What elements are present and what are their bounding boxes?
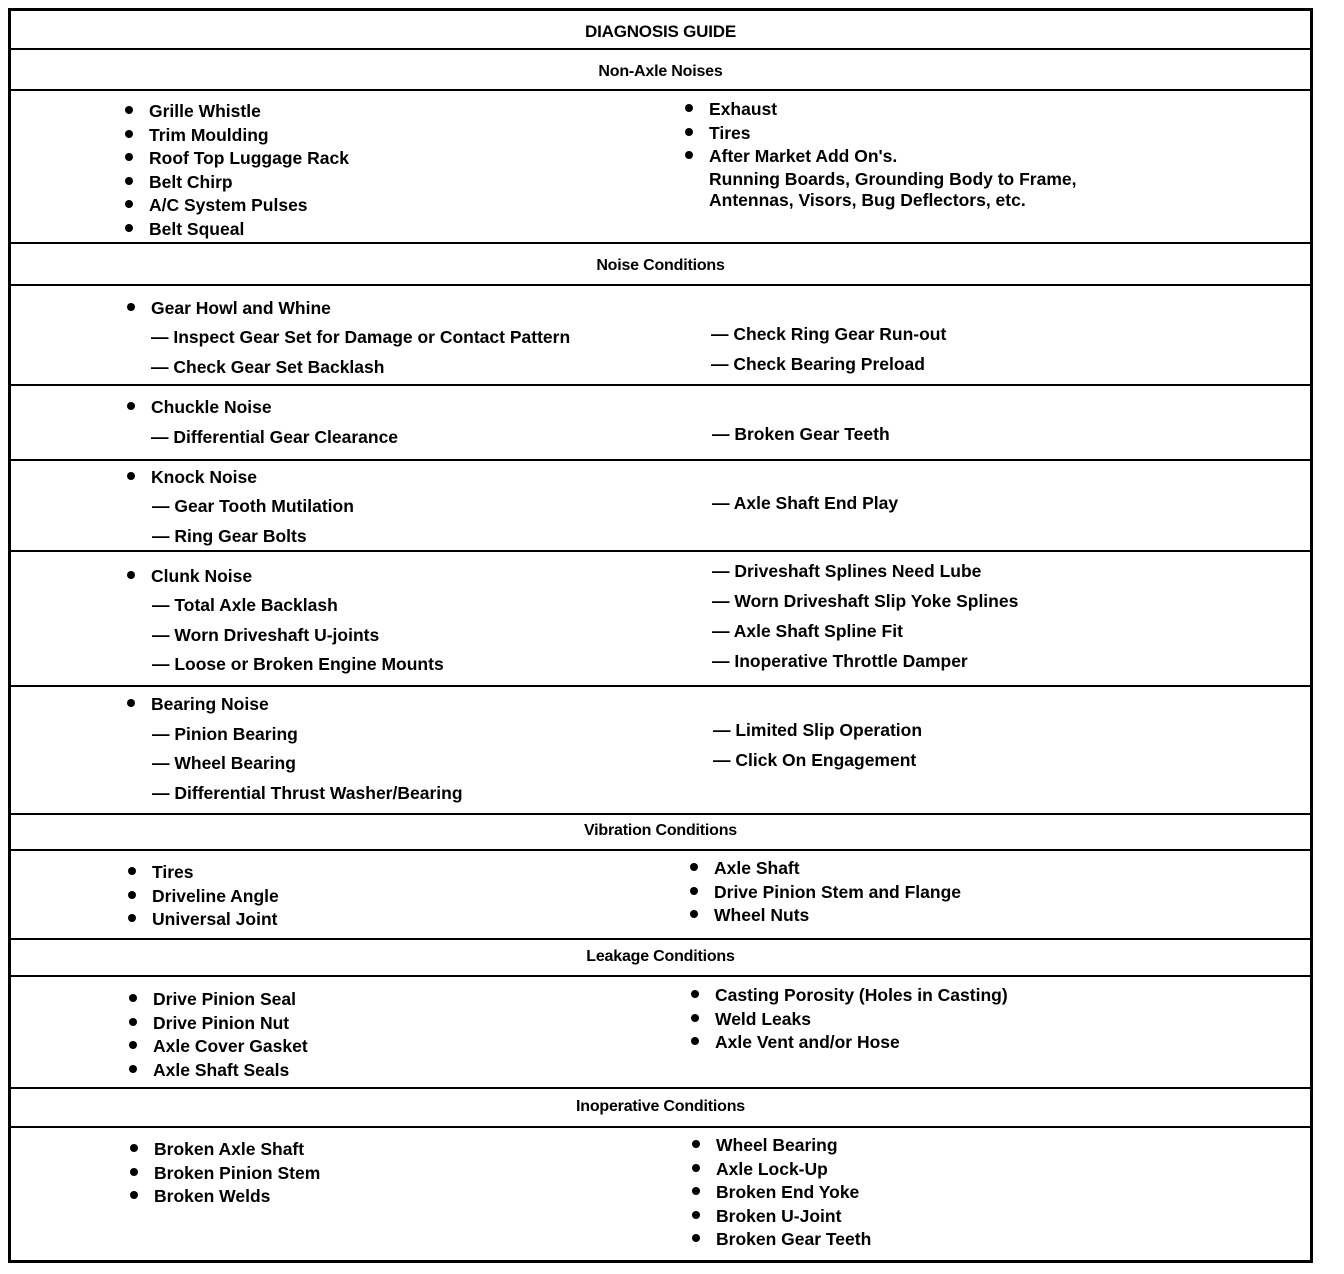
cause-item: — Axle Shaft Spline Fit: [712, 621, 903, 641]
list-item: Roof Top Luggage Rack: [125, 147, 349, 171]
cause-item: — Limited Slip Operation: [713, 720, 923, 740]
cause-item: — Ring Gear Bolts: [152, 526, 307, 546]
cause-item: — Axle Shaft End Play: [712, 493, 899, 513]
list-item: Drive Pinion Nut: [129, 1012, 308, 1036]
list-item: After Market Add On's.: [685, 145, 1077, 169]
divider: [11, 1087, 1310, 1089]
divider: [11, 550, 1310, 552]
divider: [11, 242, 1310, 244]
cause-item: — Inspect Gear Set for Damage or Contact Pattern: [151, 327, 571, 347]
list-item: Drive Pinion Stem and Flange: [690, 881, 961, 905]
list-item: Wheel Nuts: [690, 904, 961, 928]
list-item: Wheel Bearing: [692, 1134, 871, 1158]
list-item: Weld Leaks: [691, 1008, 1008, 1032]
cause-item: — Broken Gear Teeth: [712, 424, 890, 444]
bullet-icon: [685, 104, 693, 112]
section-heading-leakage: Leakage Conditions: [586, 948, 735, 965]
bullet-icon: [127, 699, 135, 707]
bullet-icon: [129, 1041, 137, 1049]
bullet-icon: [125, 177, 133, 185]
non-axle-right-list: [685, 98, 1077, 211]
list-item: Axle Shaft Seals: [129, 1059, 308, 1083]
list-item: Exhaust: [685, 98, 1077, 122]
bullet-icon: [129, 994, 137, 1002]
list-item: Broken Welds: [130, 1185, 320, 1209]
divider: [11, 813, 1310, 815]
bullet-icon: [685, 128, 693, 136]
leakage-left-list: [129, 988, 308, 1082]
vibration-right-list: [690, 857, 961, 928]
bullet-icon: [127, 303, 135, 311]
condition-title: Chuckle Noise: [127, 397, 272, 418]
bullet-icon: [125, 224, 133, 232]
bullet-icon: [125, 200, 133, 208]
bullet-icon: [130, 1191, 138, 1199]
divider: [11, 459, 1310, 461]
cause-item: — Driveshaft Splines Need Lube: [712, 561, 982, 581]
cause-item: — Worn Driveshaft U-joints: [152, 625, 380, 645]
condition-title: Bearing Noise: [127, 694, 269, 715]
bullet-icon: [130, 1168, 138, 1176]
list-item-continuation: Running Boards, Grounding Body to Frame,: [709, 168, 1077, 189]
bullet-icon: [127, 402, 135, 410]
list-item: Tires: [685, 122, 1077, 146]
bullet-icon: [690, 863, 698, 871]
divider: [11, 938, 1310, 940]
bullet-icon: [128, 914, 136, 922]
list-item: Trim Moulding: [125, 124, 349, 148]
list-item: A/C System Pulses: [125, 194, 349, 218]
bullet-icon: [127, 571, 135, 579]
divider: [11, 685, 1310, 687]
page-title: DIAGNOSIS GUIDE: [585, 22, 736, 41]
bullet-icon: [128, 867, 136, 875]
list-item: Axle Shaft: [690, 857, 961, 881]
bullet-icon: [691, 1037, 699, 1045]
list-item: Universal Joint: [128, 908, 279, 932]
leakage-right-list: [691, 984, 1008, 1055]
cause-item: — Check Bearing Preload: [711, 354, 925, 374]
bullet-icon: [692, 1164, 700, 1172]
cause-item: — Check Gear Set Backlash: [151, 357, 385, 377]
vibration-left-list: [128, 861, 279, 932]
bullet-icon: [127, 472, 135, 480]
cause-item: — Loose or Broken Engine Mounts: [152, 654, 444, 674]
list-item: Axle Cover Gasket: [129, 1035, 308, 1059]
divider: [11, 975, 1310, 977]
bullet-icon: [691, 1014, 699, 1022]
inoperative-left-list: [130, 1138, 320, 1209]
cause-item: — Worn Driveshaft Slip Yoke Splines: [712, 591, 1019, 611]
list-item: Axle Lock-Up: [692, 1158, 871, 1182]
list-item: Broken Pinion Stem: [130, 1162, 320, 1186]
bullet-icon: [692, 1234, 700, 1242]
bullet-icon: [685, 151, 693, 159]
bullet-icon: [128, 891, 136, 899]
cause-item: — Click On Engagement: [713, 750, 917, 770]
divider: [11, 849, 1310, 851]
bullet-icon: [691, 990, 699, 998]
bullet-icon: [125, 153, 133, 161]
section-heading-inoperative: Inoperative Conditions: [576, 1098, 745, 1115]
cause-item: — Total Axle Backlash: [152, 595, 338, 615]
condition-title: Knock Noise: [127, 467, 257, 488]
section-heading-non-axle: Non-Axle Noises: [598, 63, 723, 80]
list-item: Broken End Yoke: [692, 1181, 871, 1205]
divider: [11, 89, 1310, 91]
divider: [11, 284, 1310, 286]
list-item: Belt Chirp: [125, 171, 349, 195]
list-item: Grille Whistle: [125, 100, 349, 124]
list-item: Broken U-Joint: [692, 1205, 871, 1229]
list-item: Driveline Angle: [128, 885, 279, 909]
section-heading-noise: Noise Conditions: [596, 257, 725, 274]
cause-item: — Gear Tooth Mutilation: [152, 496, 354, 516]
divider: [11, 384, 1310, 386]
list-item: Axle Vent and/or Hose: [691, 1031, 1008, 1055]
bullet-icon: [690, 910, 698, 918]
non-axle-left-list: [125, 100, 349, 241]
cause-item: — Differential Thrust Washer/Bearing: [152, 783, 463, 803]
bullet-icon: [692, 1140, 700, 1148]
list-item: Casting Porosity (Holes in Casting): [691, 984, 1008, 1008]
condition-title: Gear Howl and Whine: [127, 298, 331, 319]
bullet-icon: [129, 1065, 137, 1073]
bullet-icon: [129, 1018, 137, 1026]
list-item: Tires: [128, 861, 279, 885]
divider: [11, 48, 1310, 50]
inoperative-right-list: [692, 1134, 871, 1252]
list-item-continuation: Antennas, Visors, Bug Deflectors, etc.: [709, 189, 1026, 210]
divider: [11, 1126, 1310, 1128]
list-item: Belt Squeal: [125, 218, 349, 242]
list-item: Drive Pinion Seal: [129, 988, 308, 1012]
cause-item: — Check Ring Gear Run-out: [711, 324, 947, 344]
list-item: Broken Axle Shaft: [130, 1138, 320, 1162]
condition-title: Clunk Noise: [127, 566, 252, 587]
bullet-icon: [125, 106, 133, 114]
cause-item: — Wheel Bearing: [152, 753, 296, 773]
cause-item: — Differential Gear Clearance: [151, 427, 399, 447]
bullet-icon: [125, 130, 133, 138]
section-heading-vibration: Vibration Conditions: [583, 822, 738, 839]
bullet-icon: [690, 887, 698, 895]
cause-item: — Pinion Bearing: [152, 724, 298, 744]
bullet-icon: [692, 1187, 700, 1195]
diagnosis-guide-table: [8, 8, 1313, 1263]
cause-item: — Inoperative Throttle Damper: [712, 651, 968, 671]
bullet-icon: [130, 1144, 138, 1152]
bullet-icon: [692, 1211, 700, 1219]
list-item: Broken Gear Teeth: [692, 1228, 871, 1252]
